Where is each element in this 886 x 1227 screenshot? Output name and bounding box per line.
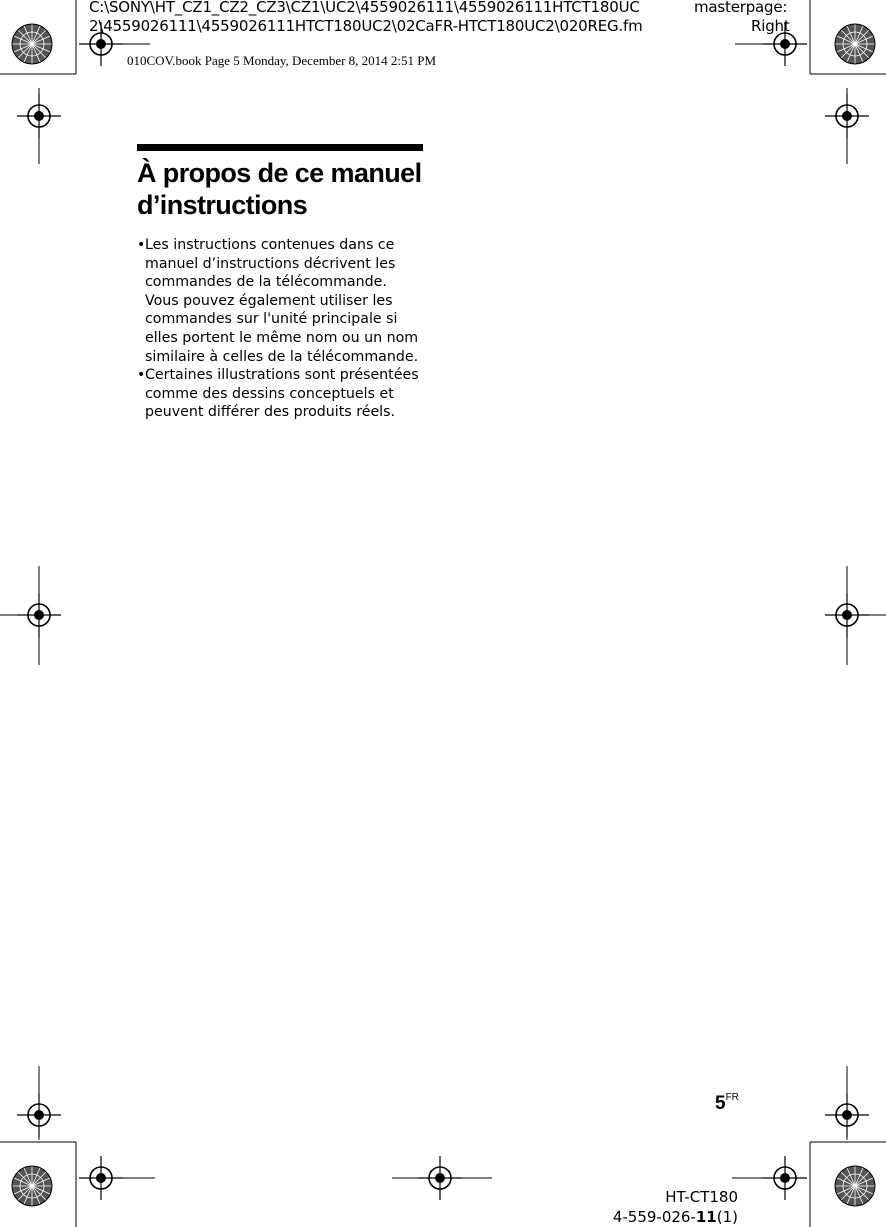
bullet-list	[137, 236, 437, 422]
bullet-2-line-1: Certaines illustrations sont présentées	[145, 367, 419, 384]
bullet-2-line-3: peuvent différer des produits réels.	[145, 404, 396, 421]
section-title-line-2: d’instructions	[137, 190, 308, 220]
registration-wheel-icon	[835, 1166, 875, 1206]
book-info: 010COV.book Page 5 Monday, December 8, 2014 2:51 PM	[127, 53, 437, 68]
list-item	[137, 366, 437, 422]
registration-wheel-icon	[835, 24, 875, 64]
part-number-prefix: 4-559-026-	[612, 1208, 696, 1226]
bullet-1-line-7: similaire à celles de la télécommande.	[145, 348, 419, 365]
crop-mark-top-right	[810, 0, 886, 74]
bullet-1-line-1: Les instructions contenues dans ce	[145, 237, 395, 253]
registration-wheel-icon	[12, 24, 52, 64]
crop-mark-bottom-right	[810, 1142, 886, 1227]
registration-wheel-icon	[12, 1166, 52, 1206]
file-path-line-2: 2\4559026111\4559026111HTCT180UC2\02CaFR-HTCT180UC2\020REG.fm	[89, 17, 643, 35]
registration-crosshair-icon	[763, 1156, 807, 1200]
page-number-value: 5	[715, 1093, 726, 1114]
masterpage-value: Right	[751, 17, 790, 35]
bullet-dot-icon: •	[137, 367, 146, 384]
model-number: HT-CT180	[665, 1188, 738, 1206]
list-item	[137, 236, 437, 366]
bullet-1-line-3: commandes de la télécommande.	[145, 274, 387, 291]
part-number-suffix: (1)	[716, 1208, 738, 1226]
registration-crosshair-icon	[79, 1156, 123, 1200]
bullet-1-line-5: commandes sur l'unité principale si	[145, 311, 398, 328]
section-rule	[137, 144, 423, 151]
bullet-1-line-2: manuel d’instructions décrivent les	[145, 255, 396, 272]
page-number	[715, 1093, 739, 1115]
part-number	[613, 1207, 738, 1227]
crop-mark-top-left	[0, 0, 76, 74]
section-title-line-1: À propos de ce manuel	[137, 158, 422, 188]
part-number-bold: 11	[695, 1208, 717, 1226]
file-path-line-1: C:\SONY\HT_CZ1_CZ2_CZ3\CZ1\UC2\4559026111\4559026111HTCT180UC	[89, 0, 640, 16]
masterpage-label: masterpage:	[694, 0, 788, 16]
bullet-1-line-4: Vous pouvez également utiliser les	[145, 292, 393, 309]
page-language: FR	[725, 1092, 739, 1103]
crop-mark-bottom-left	[0, 1142, 76, 1227]
bullet-1-line-6: elles portent le même nom ou un nom	[145, 329, 419, 346]
bullet-dot-icon: •	[137, 237, 146, 253]
bullet-2-line-2: comme des dessins conceptuels et	[145, 385, 394, 402]
model-block	[613, 1187, 738, 1227]
section-title	[137, 157, 421, 221]
